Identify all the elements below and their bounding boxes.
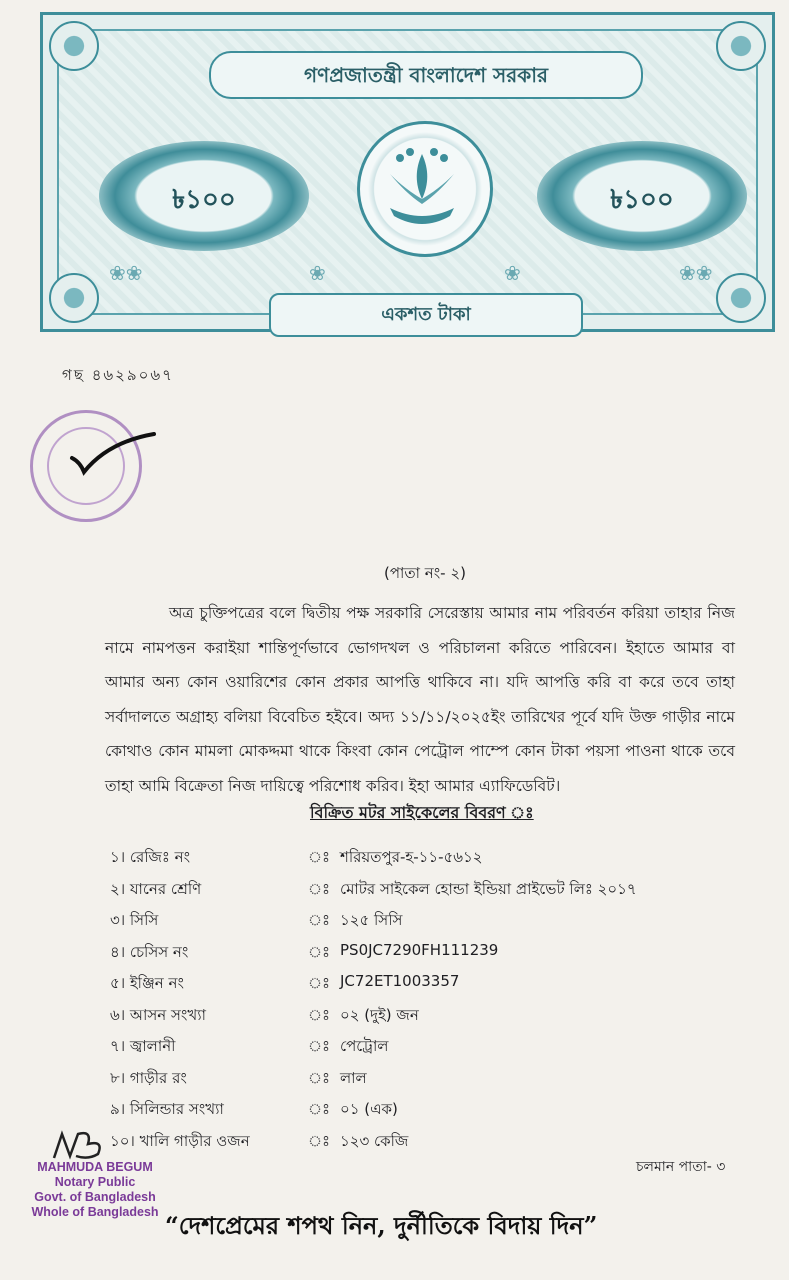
detail-row xyxy=(110,909,750,941)
detail-value: মোটর সাইকেল হোন্ডা ইন্ডিয়া প্রাইভেট লিঃ ২০১৭ xyxy=(340,879,637,898)
detail-row xyxy=(110,1035,750,1067)
detail-separator: ঃ xyxy=(308,911,331,929)
detail-label: ৭। জ্বালানী xyxy=(110,1037,176,1055)
detail-row xyxy=(110,1067,750,1099)
detail-separator: ঃ xyxy=(308,1005,331,1024)
detail-row xyxy=(110,846,750,878)
lotus-ornament-icon: ❀❀ xyxy=(679,261,713,285)
detail-label: ৮। গাড়ীর রং xyxy=(110,1068,187,1087)
detail-separator: ঃ xyxy=(308,1131,331,1150)
detail-value: ০১ (এক) xyxy=(340,1100,398,1118)
notary-title: Notary Public xyxy=(54,1175,136,1189)
government-title: গণপ্রজাতন্ত্রী বাংলাদেশ সরকার xyxy=(209,51,643,99)
detail-value: লাল xyxy=(340,1068,367,1087)
slogan: “দেশপ্রেমের শপথ নিন, দুর্নীতিকে বিদায় দিন” xyxy=(165,1211,598,1240)
detail-value: JC72ET1003357 xyxy=(340,972,460,990)
stamp-value-words: একশত টাকা xyxy=(269,293,583,337)
checkmark-icon xyxy=(68,428,158,478)
detail-label: ৫। ইঞ্জিন নং xyxy=(110,974,184,992)
detail-row xyxy=(110,1004,750,1036)
detail-separator: ঃ xyxy=(308,974,331,992)
notary-area: Whole of Bangladesh xyxy=(31,1205,159,1219)
detail-label: ৪। চেসিস নং xyxy=(110,942,189,961)
corner-ornament-icon xyxy=(49,21,99,71)
detail-value: ১২৫ সিসি xyxy=(340,911,403,929)
stamp-paper-header xyxy=(40,12,775,332)
vehicle-details-table xyxy=(110,846,750,1161)
notary-seal xyxy=(20,1160,170,1220)
lotus-ornament-icon: ❀ xyxy=(504,261,521,285)
stamp-border xyxy=(57,29,758,325)
stamp-serial-number: গছ ৪৬২৯০৬৭ xyxy=(62,366,174,384)
detail-separator: ঃ xyxy=(308,942,331,961)
detail-separator: ঃ xyxy=(308,879,331,898)
detail-label: ৩। সিসি xyxy=(110,911,159,929)
corner-ornament-icon xyxy=(716,273,766,323)
detail-separator: ঃ xyxy=(308,848,331,866)
detail-value: PS0JC7290FH111239 xyxy=(340,940,499,959)
section-title: বিক্রিত মটর সাইকেলের বিবরণ ঃ xyxy=(310,803,534,822)
detail-value: পেট্রোল xyxy=(340,1037,389,1055)
detail-separator: ঃ xyxy=(308,1100,331,1118)
lotus-ornament-icon: ❀ xyxy=(309,261,326,285)
detail-label: ৯। সিলিন্ডার সংখ্যা xyxy=(110,1100,224,1118)
lotus-ornament-icon: ❀❀ xyxy=(109,261,143,285)
continued-page-note: চলমান পাতা- ৩ xyxy=(636,1159,726,1175)
detail-label: ১। রেজিঃ নং xyxy=(110,848,191,866)
detail-separator: ঃ xyxy=(308,1068,331,1087)
page-number: (পাতা নং- ২) xyxy=(384,564,466,582)
affidavit-paragraph: অত্র চুক্তিপত্রের বলে দ্বিতীয় পক্ষ সরকারি সেরেস্তায় আমার নাম পরিবর্তন করিয়া তাহার নিজ নামে নামপত্তন করাইয়া শান্তিপূর্ণভাবে ভোগদখল ও পরিচালনা করিতে পারিবেন। ইহাতে আমার বা আমার অন্য কোন ওয়ারিশের কোন প্রকার আপত্তি থাকিবে না। যদি আপত্তি করি বা করে তবে তাহা সর্বাদালতে অগ্রাহ্য বলিয়া বিবেচিত হইবে। অদ্য ১১/১১/২০২৫ইং তারিখের পূর্বে যদি উক্ত গাড়ীর নামে কোথাও কোন মামলা মোকদ্দমা থাকে কিংবা কোন পেট্রোল পাম্পে কোন টাকা পয়সা পাওনা থাকে তবে তাহা আমি বিক্রেতা নিজ দায়িত্বে পরিশোধ করিব। ইহা আমার এ্যাফিডেবিট। xyxy=(105,604,735,795)
detail-row xyxy=(110,941,750,973)
detail-row xyxy=(110,1098,750,1130)
corner-ornament-icon xyxy=(716,21,766,71)
stamp-value-right: ৳১০০ xyxy=(610,185,674,215)
value-oval-left xyxy=(99,141,309,251)
detail-value: ০২ (দুই) জন xyxy=(340,1005,419,1024)
detail-row xyxy=(110,972,750,1004)
value-oval-right xyxy=(537,141,747,251)
detail-separator: ঃ xyxy=(308,1037,331,1055)
signature-icon xyxy=(48,1128,118,1164)
detail-row xyxy=(110,878,750,910)
detail-value: শরিয়তপুর-হ-১১-৫৬১২ xyxy=(340,848,483,866)
notary-govt: Govt. of Bangladesh xyxy=(34,1190,156,1204)
detail-value: ১২৩ কেজি xyxy=(340,1131,409,1150)
national-emblem-icon xyxy=(357,121,493,257)
corner-ornament-icon xyxy=(49,273,99,323)
detail-label: ২। যানের শ্রেণি xyxy=(110,879,202,898)
stamp-value-left: ৳১০০ xyxy=(172,185,236,215)
notary-name: MAHMUDA BEGUM xyxy=(37,1160,153,1174)
detail-label: ৬। আসন সংখ্যা xyxy=(110,1005,206,1024)
detail-label: ১০। খালি গাড়ীর ওজন xyxy=(110,1131,250,1150)
